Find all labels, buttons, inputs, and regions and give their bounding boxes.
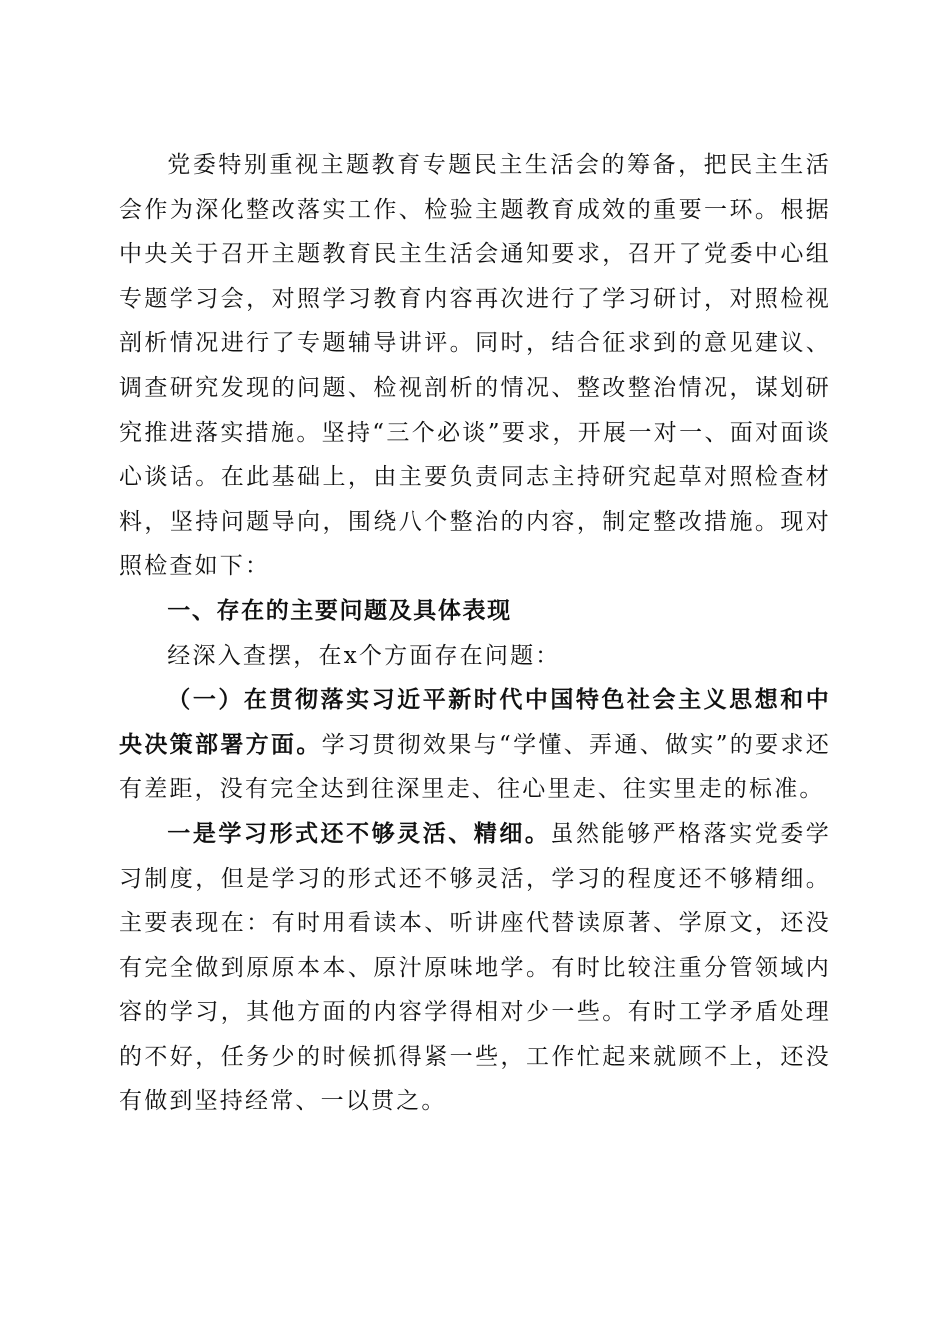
point-one-title: 一是学习形式还不够灵活、精细。 <box>167 819 551 847</box>
section-heading-text: 一、存在的主要问题及具体表现 <box>167 597 512 624</box>
intro-paragraph-text: 党委特别重视主题教育专题民主生活会的筹备，把民主生活会作为深化整改落实工作、检验主题教育成效的重要一环。根据中央关于召开主题教育民主生活会通知要求，召开了党委中心组专题学习会，对照学习教育内容再次进行了学习研讨，对照检视剖析情况进行了专题辅导讲评。同时，结合征求到的意见建议、调查研究发现的问题、检视剖析的情况、整改整治情况，谋划研究推进落实措施。坚持“三个必谈”要求，开展一对一、面对面谈心谈话。在此基础上，由主要负责同志主持研究起草对照检查材料，坚持问题导向，围绕八个整治的内容，制定整改措施。现对照检查如下： <box>119 152 831 580</box>
subsection-paragraph <box>119 678 831 812</box>
point-one-paragraph <box>119 812 831 1124</box>
document-body <box>119 143 831 1124</box>
section-intro-text: 经深入查摆，在x个方面存在问题： <box>167 642 561 669</box>
subsection-body: 学习贯彻效果与“学懂、弄通、做实”的要求还有差距，没有完全达到往深里走、往心里走、往实里走的标准。 <box>119 731 831 803</box>
section-intro <box>119 634 831 679</box>
section-heading <box>119 589 831 634</box>
point-one-body: 虽然能够严格落实党委学习制度，但是学习的形式还不够灵活，学习的程度还不够精细。主要表现在：有时用看读本、听讲座代替读原著、学原文，还没有完全做到原原本本、原汁原味地学。有时比较注重分管领域内容的学习，其他方面的内容学得相对少一些。有时工学矛盾处理的不好，任务少的时候抓得紧一些，工作忙起来就顾不上，还没有做到坚持经常、一以贯之。 <box>119 820 832 1115</box>
intro-paragraph <box>119 143 831 589</box>
subsection-title: （一）在贯彻落实习近平新时代中国特色社会主义思想和中央决策部署方面。 <box>119 686 831 758</box>
